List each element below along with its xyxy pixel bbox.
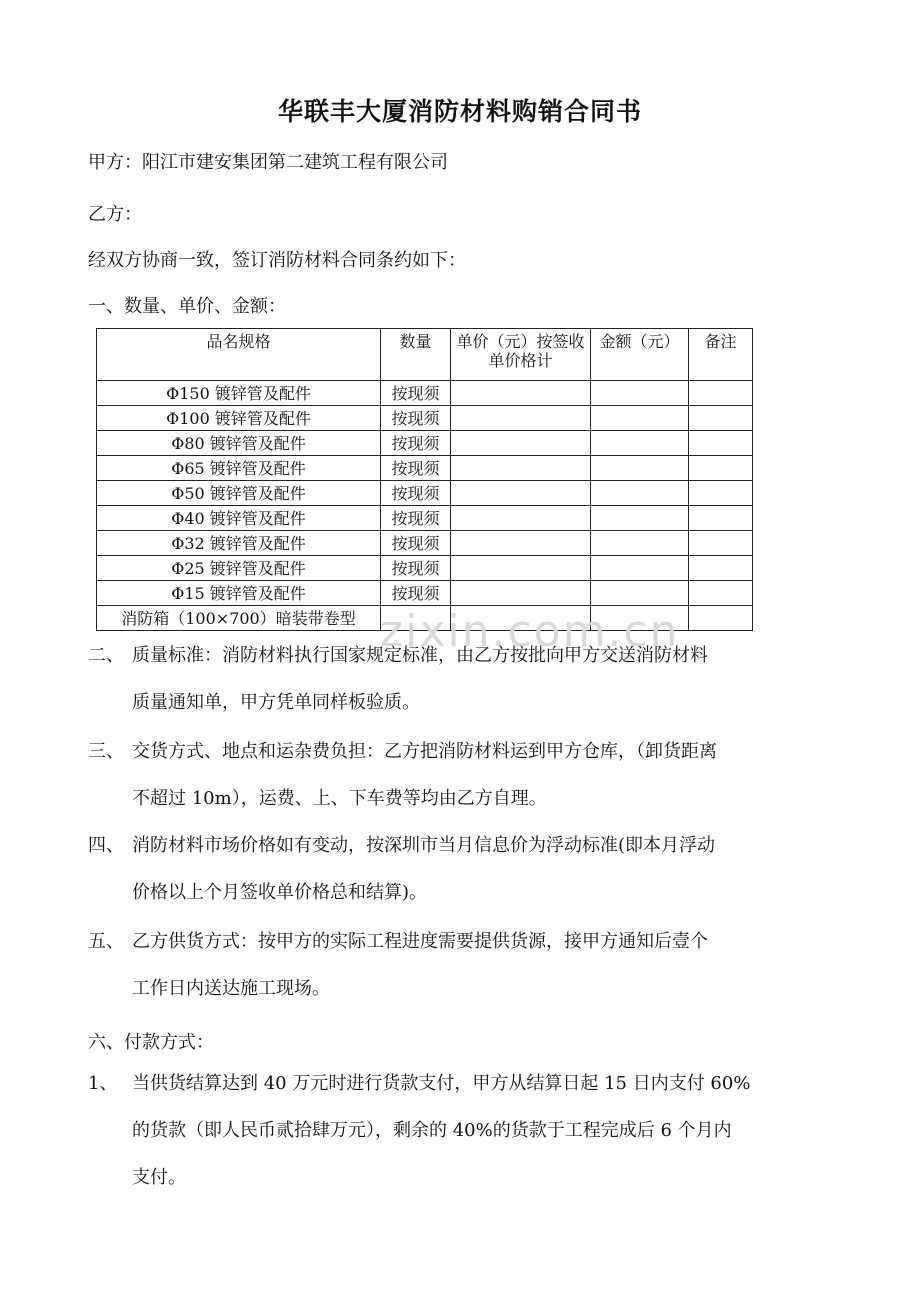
header-quantity: 数量 [381, 329, 451, 381]
item-qty [381, 606, 451, 631]
item-name: Φ50 镀锌管及配件 [97, 481, 381, 506]
section-3-line-2: 不超过 10m），运费、上、下车费等均由乙方自理。 [132, 788, 547, 809]
item-qty: 按现须 [381, 481, 451, 506]
item-amount [591, 406, 689, 431]
item-price [451, 606, 591, 631]
section-5-line-1: 乙方供货方式：按甲方的实际工程进度需要提供货源，接甲方通知后壹个 [132, 931, 708, 952]
item-price [451, 531, 591, 556]
section-2-line-2: 质量通知单，甲方凭单同样板验质。 [132, 692, 420, 713]
item-name: Φ100 镀锌管及配件 [97, 406, 381, 431]
item-remark [689, 556, 753, 581]
party-b: 乙方： [88, 204, 142, 225]
item-amount [591, 531, 689, 556]
item-name: Φ40 镀锌管及配件 [97, 506, 381, 531]
item-qty: 按现须 [381, 406, 451, 431]
item-qty: 按现须 [381, 456, 451, 481]
item-qty: 按现须 [381, 581, 451, 606]
table-row [97, 556, 753, 581]
header-name: 品名规格 [97, 329, 381, 381]
item-name: 消防箱（100×700）暗装带卷型 [97, 606, 381, 631]
section-5 [88, 918, 848, 1012]
section-2-line-1: 质量标准：消防材料执行国家规定标准，由乙方按批向甲方交送消防材料 [132, 645, 708, 666]
item-price [451, 556, 591, 581]
item-qty: 按现须 [381, 531, 451, 556]
table-row [97, 381, 753, 406]
item-name: Φ150 镀锌管及配件 [97, 381, 381, 406]
item-remark [689, 581, 753, 606]
section-2-number: 二、 [88, 645, 124, 666]
watermark: zixin.com.cn [380, 606, 680, 657]
clause-1-number: 1、 [88, 1073, 118, 1094]
table-row [97, 506, 753, 531]
item-price [451, 506, 591, 531]
item-remark [689, 506, 753, 531]
section-4-line-1: 消防材料市场价格如有变动，按深圳市当月信息价为浮动标准(即本月浮动 [132, 835, 716, 856]
section-4 [88, 822, 848, 916]
section-3 [88, 728, 848, 822]
item-remark [689, 431, 753, 456]
item-amount [591, 581, 689, 606]
clause-1 [88, 1060, 848, 1201]
item-price [451, 381, 591, 406]
item-qty: 按现须 [381, 506, 451, 531]
table-row [97, 606, 753, 631]
item-qty: 按现须 [381, 381, 451, 406]
item-amount [591, 556, 689, 581]
materials-table [96, 328, 753, 631]
header-remarks: 备注 [689, 329, 753, 381]
table-row [97, 581, 753, 606]
item-name: Φ25 镀锌管及配件 [97, 556, 381, 581]
table-row [97, 481, 753, 506]
item-price [451, 431, 591, 456]
item-name: Φ15 镀锌管及配件 [97, 581, 381, 606]
section-3-number: 三、 [88, 741, 124, 762]
item-price [451, 406, 591, 431]
item-name: Φ65 镀锌管及配件 [97, 456, 381, 481]
section-4-number: 四、 [88, 835, 124, 856]
item-amount [591, 381, 689, 406]
clause-1-line-2: 的货款（即人民币贰拾肆万元），剩余的 40%的货款于工程完成后 6 个月内 [132, 1120, 732, 1141]
item-remark [689, 531, 753, 556]
table-header-row [97, 329, 753, 381]
item-amount [591, 506, 689, 531]
section-5-line-2: 工作日内送达施工现场。 [132, 978, 330, 999]
item-amount [591, 431, 689, 456]
table-row [97, 431, 753, 456]
document-title: 华联丰大厦消防材料购销合同书 [277, 97, 642, 126]
item-remark [689, 381, 753, 406]
table-row [97, 406, 753, 431]
section-5-number: 五、 [88, 931, 124, 952]
item-remark [689, 456, 753, 481]
table-row [97, 456, 753, 481]
header-unit-price-label: 单价（元）按签收单价格计 [456, 332, 585, 370]
item-amount [591, 456, 689, 481]
party-a: 甲方：阳江市建安集团第二建筑工程有限公司 [88, 152, 448, 173]
item-name: Φ32 镀锌管及配件 [97, 531, 381, 556]
table-row [97, 531, 753, 556]
item-qty: 按现须 [381, 431, 451, 456]
clause-1-line-3: 支付。 [132, 1167, 186, 1188]
section-4-line-2: 价格以上个月签收单价格总和结算)。 [132, 882, 428, 903]
item-qty: 按现须 [381, 556, 451, 581]
item-price [451, 581, 591, 606]
section-2 [88, 632, 848, 726]
clause-1-line-1: 当供货结算达到 40 万元时进行货款支付，甲方从结算日起 15 日内支付 60% [132, 1073, 751, 1094]
header-amount: 金额（元） [591, 329, 689, 381]
item-price [451, 481, 591, 506]
intro-text: 经双方协商一致，签订消防材料合同条约如下： [88, 250, 466, 271]
item-name: Φ80 镀锌管及配件 [97, 431, 381, 456]
item-remark [689, 406, 753, 431]
item-remark [689, 481, 753, 506]
item-amount [591, 606, 689, 631]
section-6-heading: 六、付款方式： [88, 1032, 214, 1053]
item-remark [689, 606, 753, 631]
section-3-line-1: 交货方式、地点和运杂费负担：乙方把消防材料运到甲方仓库，（卸货距离 [132, 741, 717, 762]
item-amount [591, 481, 689, 506]
item-price [451, 456, 591, 481]
section-1-heading: 一、数量、单价、金额： [88, 296, 286, 317]
header-unit-price [451, 329, 591, 381]
